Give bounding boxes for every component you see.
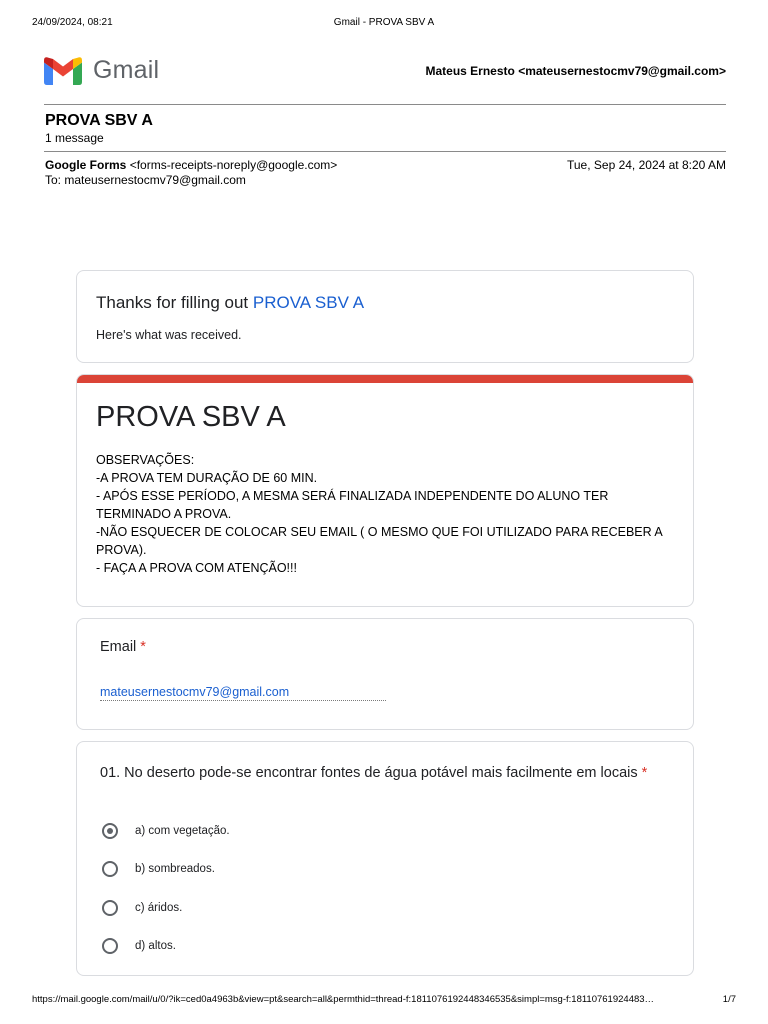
option-label: b) sombreados. (135, 863, 215, 875)
divider (44, 104, 726, 105)
message-count: 1 message (45, 131, 104, 145)
print-url: https://mail.google.com/mail/u/0/?ik=ced0a4963b&view=pt&search=all&permthid=thread-f:1811076192448346535&simpl=msg-f:18110761924483… (32, 994, 655, 1005)
form-title: PROVA SBV A (96, 401, 286, 433)
radio-button[interactable] (102, 861, 118, 877)
option-label: d) altos. (135, 940, 176, 952)
form-header-card (76, 374, 694, 607)
question-text (100, 762, 670, 784)
divider (44, 151, 726, 152)
gmail-logo (44, 54, 159, 86)
print-header (32, 17, 736, 31)
receipt-card (76, 270, 694, 363)
gmail-m-icon (44, 56, 82, 85)
receipt-heading (96, 293, 364, 313)
account-label: Mateus Ernesto <mateusernestocmv79@gmail.com> (425, 64, 726, 78)
form-description: OBSERVAÇÕES: -A PROVA TEM DURAÇÃO DE 60 MIN. - APÓS ESSE PERÍODO, A MESMA SERÁ FINALIZADA INDEPENDENTE DO ALUNO TER TERMINADO A PROVA. -NÃO ESQUECER DE COLOCAR SEU EMAIL ( O MESMO QUE FOI UTILIZADO PARA RECEBER A PROVA). - FAÇA A PROVA COM ATENÇÃO!!! (96, 453, 663, 575)
email-question-label (100, 639, 146, 655)
form-name-link[interactable]: PROVA SBV A (252, 293, 365, 312)
thanks-text: Thanks for filling out (96, 293, 249, 312)
question-label: 01. No deserto pode-se encontrar fontes de água potável mais facilmente em locais (100, 765, 638, 781)
form-accent-bar (77, 375, 693, 383)
required-mark: * (641, 765, 648, 781)
sender-email: <forms-receipts-noreply@google.com> (129, 158, 338, 172)
message-sender (45, 158, 337, 172)
option-a[interactable] (102, 820, 230, 842)
page-number: 1/7 (722, 994, 736, 1005)
radio-button[interactable] (102, 938, 118, 954)
option-c[interactable] (102, 897, 182, 919)
option-d[interactable] (102, 935, 176, 957)
message-date: Tue, Sep 24, 2024 at 8:20 AM (567, 158, 726, 172)
sender-name: Google Forms (45, 158, 127, 172)
gmail-wordmark: Gmail (93, 55, 160, 84)
question-card (76, 741, 694, 976)
radio-button[interactable] (102, 900, 118, 916)
received-text: Here's what was received. (96, 328, 242, 342)
option-label: a) com vegetação. (135, 825, 230, 837)
message-recipient: To: mateusernestocmv79@gmail.com (45, 173, 246, 187)
required-mark: * (140, 639, 146, 655)
print-footer (32, 994, 736, 1008)
email-answer[interactable]: mateusernestocmv79@gmail.com (100, 685, 386, 701)
thread-subject: PROVA SBV A (45, 112, 153, 129)
radio-button[interactable] (102, 823, 118, 839)
print-datetime: 24/09/2024, 08:21 (32, 17, 113, 28)
option-b[interactable] (102, 858, 215, 880)
print-page-title: Gmail - PROVA SBV A (333, 17, 435, 28)
email-question-card (76, 618, 694, 730)
email-label-text: Email (100, 639, 137, 655)
option-label: c) áridos. (135, 902, 183, 914)
